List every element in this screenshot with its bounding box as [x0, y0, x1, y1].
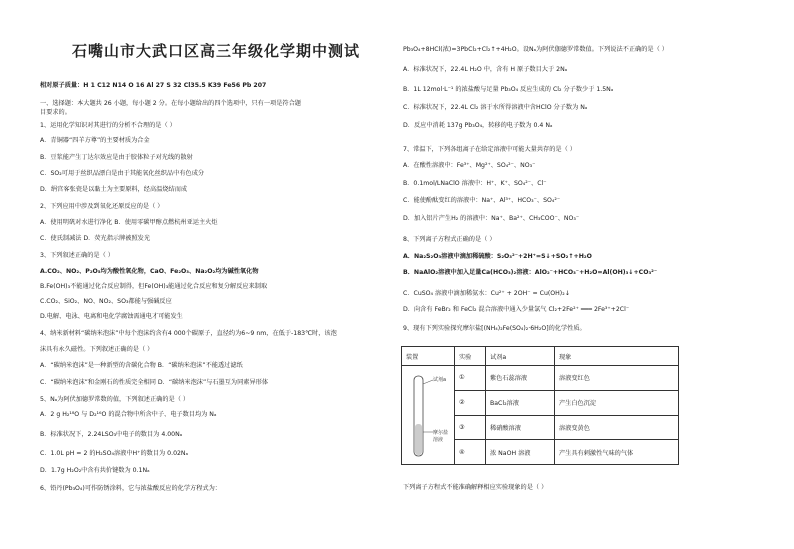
- table-header: 现象: [555, 347, 679, 366]
- right-line: 7、常温下，下列各组离子在给定溶液中可能大量共存的是（ ）: [403, 146, 576, 153]
- left-line: 沫具有永久磁性。下列叙述正确的是（ ）: [40, 346, 154, 353]
- left-line: A．使用明矾对水进行净化 B．使用零碳甲醇点燃杭州亚运主火炬: [40, 219, 218, 226]
- right-line: C．能使酚酞变红的溶液中：Na⁺、Al³⁺、HCO₃⁻、SO₄²⁻: [403, 197, 561, 204]
- left-line: C．SO₂可用于丝织品漂白是由于其能氧化丝织品中有色成分: [40, 170, 205, 177]
- right-line: D．加入铝片产生H₂ 的溶液中：Na⁺、Ba²⁺、CH₃COO⁻、NO₃⁻: [403, 215, 580, 222]
- experiment-table: [401, 346, 679, 465]
- left-line: 1、运用化学知识对其进行的分析不合理的是（ ）: [40, 122, 176, 129]
- left-line: C．“碳纳米泡沫”和金刚石的性质完全相同 D．“碳纳米泡沫”与石墨互为同素异形体: [40, 379, 269, 386]
- left-line: B．豆浆能产生丁达尔效应是由于胶体粒子对光线的散射: [40, 154, 193, 161]
- right-line: D．反应中消耗 137g Pb₃O₄，转移的电子数为 0.4 Nₐ: [403, 122, 553, 129]
- right-line: A．在酸性溶液中：Fe³⁺、Mg²⁺、SO₄²⁻、NO₃⁻: [403, 162, 536, 169]
- question-9-prompt: 下列离子方程式不能准确解释相应实验现象的是（ ）: [403, 484, 548, 491]
- left-line: C.CO₂、SiO₂、NO、NO₂、SO₃都能与强碱反应: [40, 298, 172, 305]
- table-header-row: [402, 347, 679, 366]
- page-title: 石嘴山市大武口区高三年级化学期中测试: [72, 42, 361, 60]
- right-line: C．标准状况下，22.4L Cl₂ 溶于水所得溶液中含HClO 分子数为 Nₐ: [403, 104, 588, 111]
- right-line: A．标准状况下，22.4L H₂O 中，含有 H 原子数目大于 2Nₐ: [403, 66, 568, 73]
- tube-label-reagent: 试剂a: [433, 377, 447, 383]
- table-header: 实验: [455, 347, 486, 366]
- right-line: B．1L 12mol·L⁻¹ 的浓盐酸与足量 Pb₃O₄ 反应生成的 Cl₂ 分子数少于 1.5Nₐ: [403, 86, 614, 93]
- table-cell: 紫色石蕊溶液: [486, 366, 555, 391]
- table-cell: 浓 NaOH 溶液: [486, 440, 555, 465]
- table-cell: 稀硝酸溶液: [486, 415, 555, 440]
- right-line: C．CuSO₄ 溶液中滴加稀氨水：Cu²⁺ + 2OH⁻ = Cu(OH)₂↓: [403, 290, 570, 297]
- table-cell: ①: [455, 366, 486, 391]
- right-line: A．Na₂S₂O₃溶液中滴加稀硫酸：S₂O₃²⁻+2H⁺=S↓+SO₂↑+H₂O: [403, 253, 592, 260]
- apparatus-cell: [402, 366, 455, 465]
- table-cell: BaCl₂溶液: [486, 390, 555, 415]
- left-line: C．使氏制减法 D．荧光指示牌被照发光: [40, 235, 151, 242]
- right-line: 8、下列离子方程式正确的是（ ）: [403, 236, 496, 243]
- left-line: 目要求的。: [40, 109, 71, 116]
- left-line: 6、铅丹(Pb₃O₄)可作防锈涂料，它与浓盐酸反应的化学方程式为：: [40, 485, 221, 492]
- table-header: 装置: [402, 347, 455, 366]
- left-line: B．标准状况下，2.24LSO₃中电子的数目为 4.00Nₐ: [40, 431, 183, 438]
- table-row: [402, 366, 679, 391]
- right-line: D．向含有 FeBr₂ 和 FeCl₂ 混合溶液中通入少量氯气 Cl₂+2Fe²⁺ ═══ 2Fe³⁺+2Cl⁻: [403, 306, 630, 313]
- table-cell: ④: [455, 440, 486, 465]
- table-header: 试剂a: [486, 347, 555, 366]
- table-cell: 溶液变黄色: [555, 415, 679, 440]
- left-line: A.CO₂、NO₂、P₂O₅均为酸性氧化物，CaO、Fe₂O₃、Na₂O₂均为碱性氧化物: [40, 268, 259, 275]
- tube-label-solution: 溶液: [433, 437, 444, 443]
- left-line: D．1.7g H₂O₂中含有共价键数为 0.1Nₐ: [40, 467, 150, 474]
- left-line: 3、下列叙述正确的是（ ）: [40, 252, 114, 259]
- left-line: D．绢宫客张瓷是以黏土为主要原料，经高温烧结而成: [40, 186, 188, 193]
- table-cell: ③: [455, 415, 486, 440]
- table-cell: 产生白色沉淀: [555, 390, 679, 415]
- left-line: 5、Nₐ为阿伏加德罗常数的值，下列叙述正确的是（ ）: [40, 396, 190, 403]
- left-line: A．2 g H₂¹⁸O 与 D₂¹⁶O 的混合物中所含中子、电子数目均为 Nₐ: [40, 411, 217, 418]
- right-line: B．NaAlO₂溶液中加入足量Ca(HCO₃)₂溶液：AlO₂⁻+HCO₃⁻+H₂O=Al(OH)₃↓+CO₃²⁻: [403, 269, 658, 276]
- right-line: B．0.1mol/LNaClO 溶液中：H⁺、K⁺、SO₄²⁻、Cl⁻: [403, 180, 547, 187]
- table-cell: 溶液变红色: [555, 366, 679, 391]
- left-line: 4、纳米新材料“碳纳米泡沫”中每个泡沫约含有4 000个碳原子，直径约为6~9 nm，在低于-183℃时，该泡: [40, 330, 337, 337]
- left-line: 一、选择题：本大题共 26 小题，每小题 2 分。在每小题给出的四个选项中，只有一项是符合题: [40, 100, 301, 107]
- left-line: B.Fe(OH)₃不能通过化合反应制得，但Fe(OH)₃能通过化合反应和复分解反应来制取: [40, 283, 268, 290]
- left-line: A．青铜器“四羊方尊”的主要材质为合金: [40, 137, 150, 144]
- right-line: Pb₃O₄+8HCl(浓)=3PbCl₂+Cl₂↑+4H₂O。设Nₐ为阿伏伽德罗常数值。下列说法不正确的是（ ）: [403, 46, 668, 53]
- table-cell: ②: [455, 390, 486, 415]
- left-line: C．1.0L pH = 2 的H₂SO₄溶液中H⁺的数目为 0.02Nₐ: [40, 450, 188, 457]
- test-tube-icon: [406, 366, 450, 462]
- left-line: A．“碳纳米泡沫”是一种新型的含碳化合物 B．“碳纳米泡沫”不能透过滤纸: [40, 362, 243, 369]
- left-line: D.电解、电泳、电离和电化学腐蚀需通电才可能发生: [40, 313, 183, 320]
- left-line: 相对原子质量：H 1 C12 N14 O 16 Al 27 S 32 Cl35.5 K39 Fe56 Pb 207: [40, 82, 267, 89]
- tube-label-salt: 摩尔盐: [433, 430, 449, 436]
- right-line: 9、现有下列实验探究摩尔盐[(NH₄)₂Fe(SO₄)₂·6H₂O]的化学性质。: [403, 325, 586, 332]
- table-cell: 产生具有刺激性气味的气体: [555, 440, 679, 465]
- left-line: 2、下列应用中涉及到氧化还原反应的是（ ）: [40, 203, 164, 210]
